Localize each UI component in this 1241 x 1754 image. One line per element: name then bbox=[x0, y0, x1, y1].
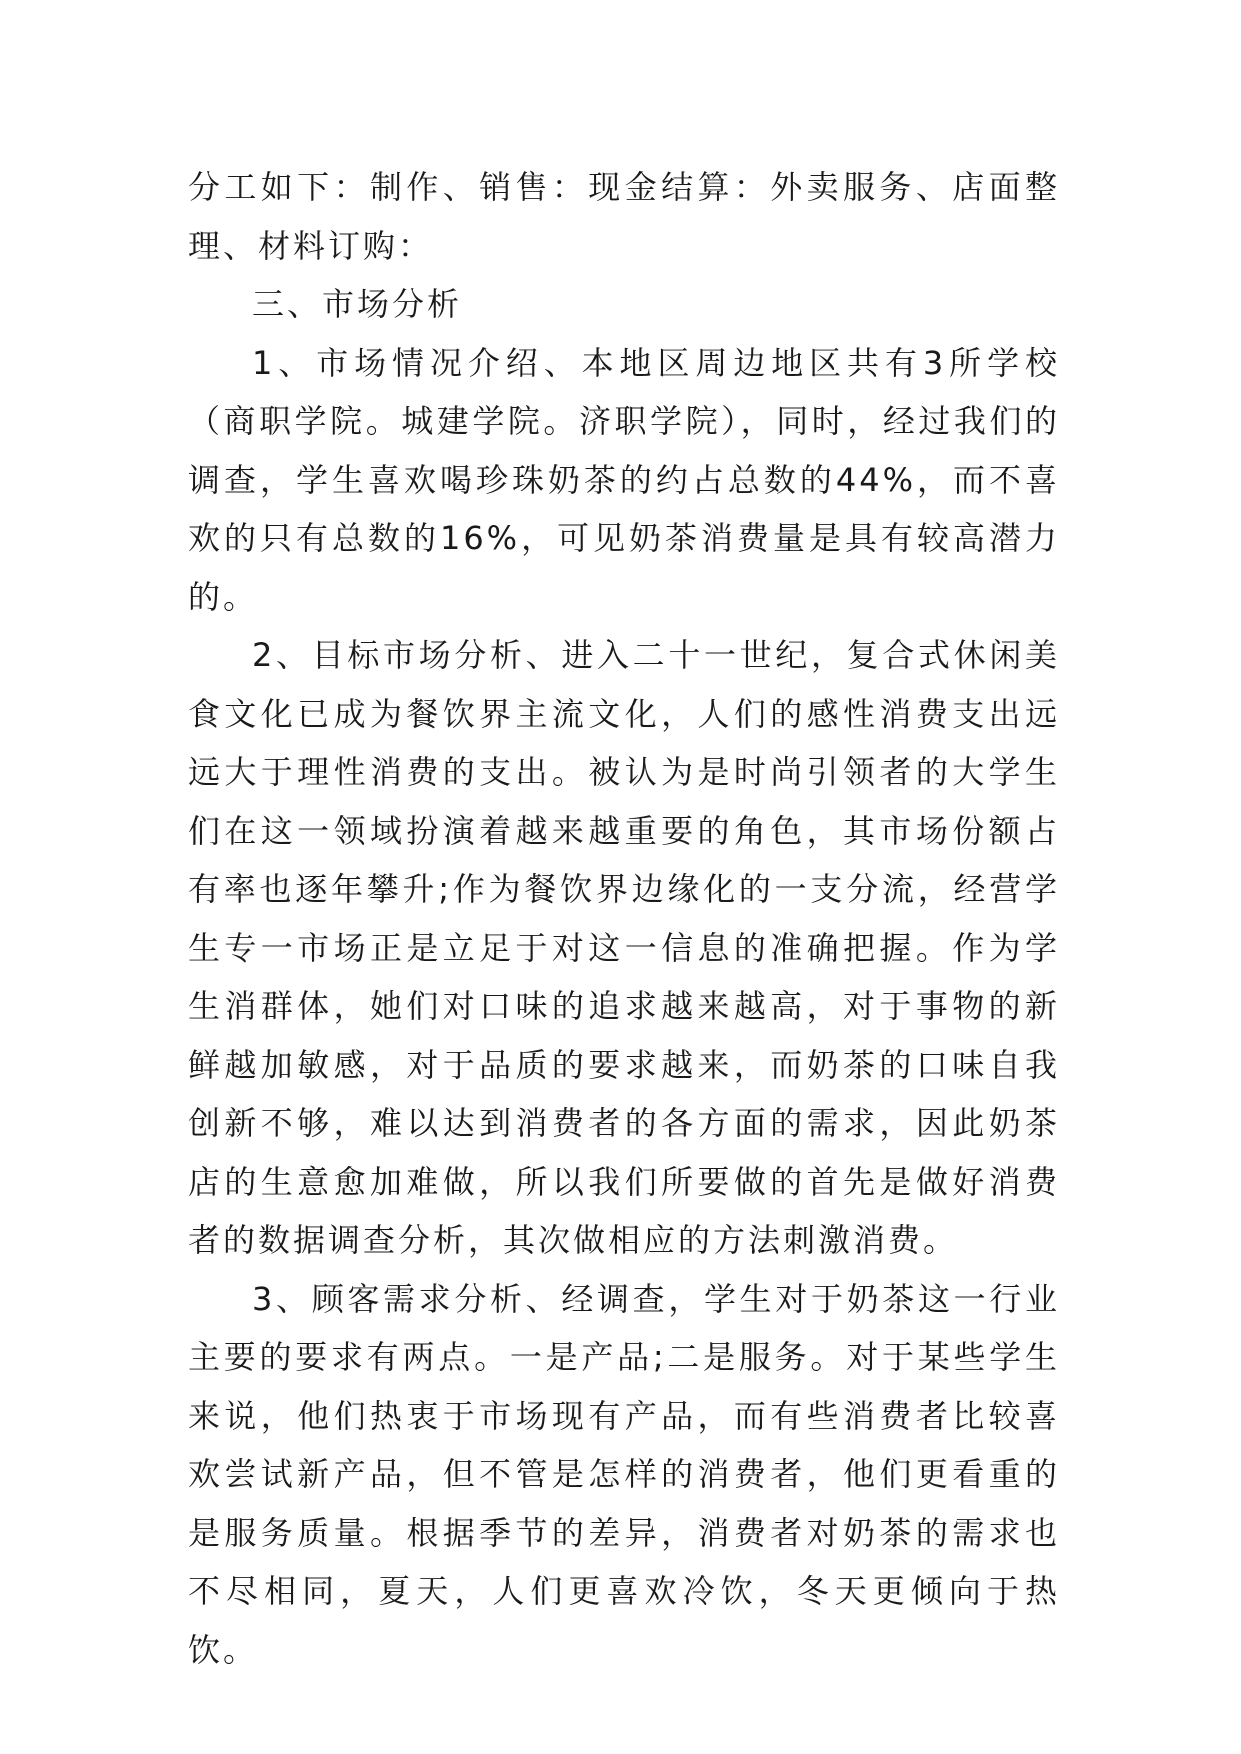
paragraph-division-of-labor: 分工如下：制作、销售：现金结算：外卖服务、店面整理、材料订购： bbox=[188, 168, 1060, 265]
section-heading-market-analysis: 三、市场分析 bbox=[252, 285, 463, 323]
document-body bbox=[188, 158, 1060, 1679]
paragraph-customer-demand: 3、顾客需求分析、经调查，学生对于奶茶这一行业主要的要求有两点。一是产品;二是服务。对于某些学生来说，他们热衷于市场现有产品，而有些消费者比较喜欢尝试新产品，但不管是怎样的消费者，他们更看重的是服务质量。根据季节的差异，消费者对奶茶的需求也不尽相同，夏天，人们更喜欢冷饮，冬天更倾向于热饮。 bbox=[188, 1279, 1060, 1669]
paragraph-target-market: 2、目标市场分析、进入二十一世纪，复合式休闲美食文化已成为餐饮界主流文化，人们的感性消费支出远远大于理性消费的支出。被认为是时尚引领者的大学生们在这一领域扮演着越来越重要的角色，其市场份额占有率也逐年攀升;作为餐饮界边缘化的一支分流，经营学生专一市场正是立足于对这一信息的准确把握。作为学生消群体，她们对口味的追求越来越高，对于事物的新鲜越加敏感，对于品质的要求越来，而奶茶的口味自我创新不够，难以达到消费者的各方面的需求，因此奶茶店的生意愈加难做，所以我们所要做的首先是做好消费者的数据调查分析，其次做相应的方法刺激消费。 bbox=[188, 636, 1060, 1259]
paragraph-market-intro: 1、市场情况介绍、本地区周边地区共有3所学校（商职学院。城建学院。济职学院），同时，经过我们的调查，学生喜欢喝珍珠奶茶的约占总数的44%，而不喜欢的只有总数的16%，可见奶茶消费量是具有较高潜力的。 bbox=[188, 343, 1060, 616]
